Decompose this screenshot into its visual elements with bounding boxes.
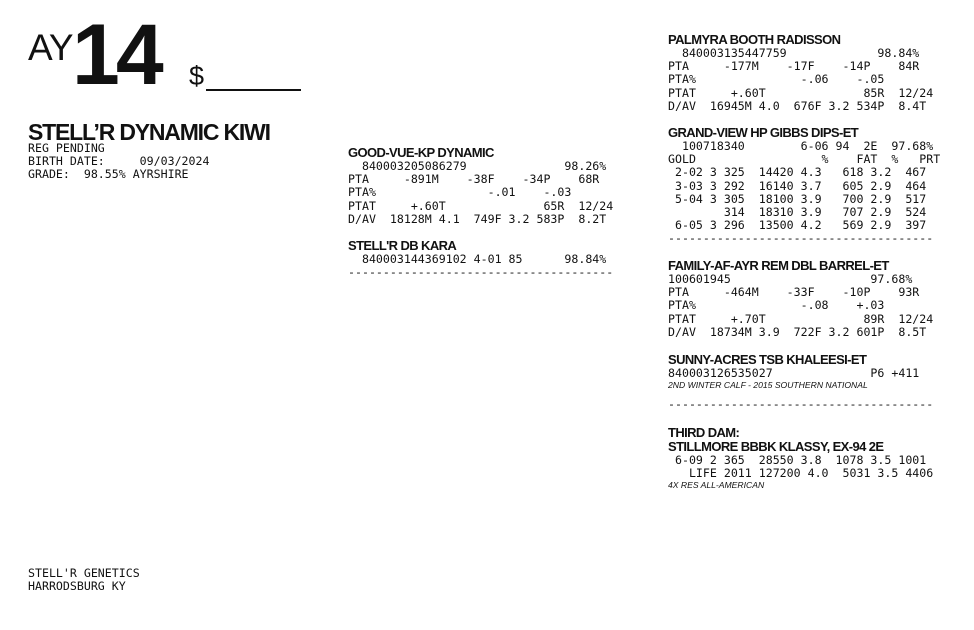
divider: -------------------------------------- xyxy=(668,398,934,412)
sire-of-dam-line: PTA% -.08 +.03 xyxy=(668,298,885,313)
dam-of-sire-line: 3-03 3 292 16140 3.7 605 2.9 464 xyxy=(668,178,927,193)
price-sign: $ xyxy=(189,61,205,91)
dam-of-sire-line: 314 18310 3.9 707 2.9 524 xyxy=(668,205,927,220)
dam-of-sire-line: 100718340 6-06 94 2E 97.68% xyxy=(668,139,934,153)
dam-of-dam-block xyxy=(668,353,940,411)
divider: -------------------------------------- xyxy=(348,266,614,280)
sire-line: 840003205086279 98.26% xyxy=(348,159,607,173)
grade: GRADE: 98.55% AYRSHIRE xyxy=(28,167,189,182)
sire-of-sire-name: PALMYRA BOOTH RADISSON xyxy=(668,32,841,47)
third-dam-name: STILLMORE BBBK KLASSY, EX-94 2E xyxy=(668,439,884,454)
sire-of-dam-line: PTAT +.70T 89R 12/24 xyxy=(668,311,934,326)
sire-of-sire-line: PTA -177M -17F -14P 84R xyxy=(668,59,920,74)
animal-details xyxy=(28,142,209,182)
third-dam-line: 6-09 2 365 28550 3.8 1078 3.5 1001 xyxy=(668,453,927,467)
reg-status: REG PENDING xyxy=(28,141,105,155)
consignor xyxy=(28,567,140,593)
sire-of-dam-name: FAMILY-AF-AYR REM DBL BARREL-ET xyxy=(668,258,889,273)
lot-prefix: AY xyxy=(28,27,73,68)
sire-of-dam-line: PTA -464M -33F -10P 93R xyxy=(668,285,920,300)
sire-line: PTAT +.60T 65R 12/24 xyxy=(348,198,614,213)
dam-of-sire-line: 6-05 3 296 13500 4.2 569 2.9 397 xyxy=(668,218,927,233)
animal-name: STELL’R DYNAMIC KIWI xyxy=(28,119,270,145)
third-dam-block xyxy=(668,426,933,490)
consignor-name: STELL'R GENETICS xyxy=(28,566,140,580)
sire-of-dam-block xyxy=(668,259,933,339)
dam-of-sire-block xyxy=(668,126,940,245)
sire-of-sire-line: PTA% -.06 -.05 xyxy=(668,72,885,87)
sire-of-sire-line: D/AV 16945M 4.0 676F 3.2 534P 8.4T xyxy=(668,98,927,113)
price-blank-line xyxy=(206,89,301,91)
dam-of-sire-line: 5-04 3 305 18100 3.9 700 2.9 517 xyxy=(668,191,927,206)
sire-of-sire-block xyxy=(668,33,933,113)
sire-of-sire-line: PTAT +.60T 85R 12/24 xyxy=(668,85,934,100)
sire-of-sire-line: 840003135447759 98.84% xyxy=(668,46,920,60)
divider: -------------------------------------- xyxy=(668,232,934,246)
sire-line: D/AV 18128M 4.1 749F 3.2 583P 8.2T xyxy=(348,211,607,226)
sire-of-dam-line: 100601945 97.68% xyxy=(668,272,913,286)
dam-of-dam-line: 840003126535027 P6 +411 xyxy=(668,366,920,380)
sire-block xyxy=(348,146,613,226)
dam-of-dam-note: 2ND WINTER CALF - 2015 SOUTHERN NATIONAL xyxy=(668,380,868,391)
sire-line: PTA -891M -38F -34P 68R xyxy=(348,172,600,187)
birth-date: BIRTH DATE: 09/03/2024 xyxy=(28,154,210,169)
sire-of-dam-line: D/AV 18734M 3.9 722F 3.2 601P 8.5T xyxy=(668,324,927,339)
dam-of-sire-name: GRAND-VIEW HP GIBBS DIPS-ET xyxy=(668,125,859,140)
dam-of-dam-name: SUNNY-ACRES TSB KHALEESI-ET xyxy=(668,352,867,367)
dam-of-sire-line: 2-02 3 325 14420 4.3 618 3.2 467 xyxy=(668,165,927,180)
sire-line: PTA% -.01 -.03 xyxy=(348,185,572,200)
dam-name: STELL'R DB KARA xyxy=(348,238,457,253)
third-dam-note: 4X RES ALL-AMERICAN xyxy=(668,480,765,491)
third-dam-label: THIRD DAM: xyxy=(668,425,740,440)
consignor-location: HARRODSBURG KY xyxy=(28,579,126,594)
dam-line: 840003144369102 4-01 85 98.84% xyxy=(348,252,607,266)
sire-name: GOOD-VUE-KP DYNAMIC xyxy=(348,145,494,160)
lot-number: 14 xyxy=(72,7,160,103)
dam-of-sire-line: GOLD % FAT % PRT xyxy=(668,152,941,167)
third-dam-line: LIFE 2011 127200 4.0 5031 3.5 4406 xyxy=(668,466,934,481)
dam-block xyxy=(348,239,620,279)
